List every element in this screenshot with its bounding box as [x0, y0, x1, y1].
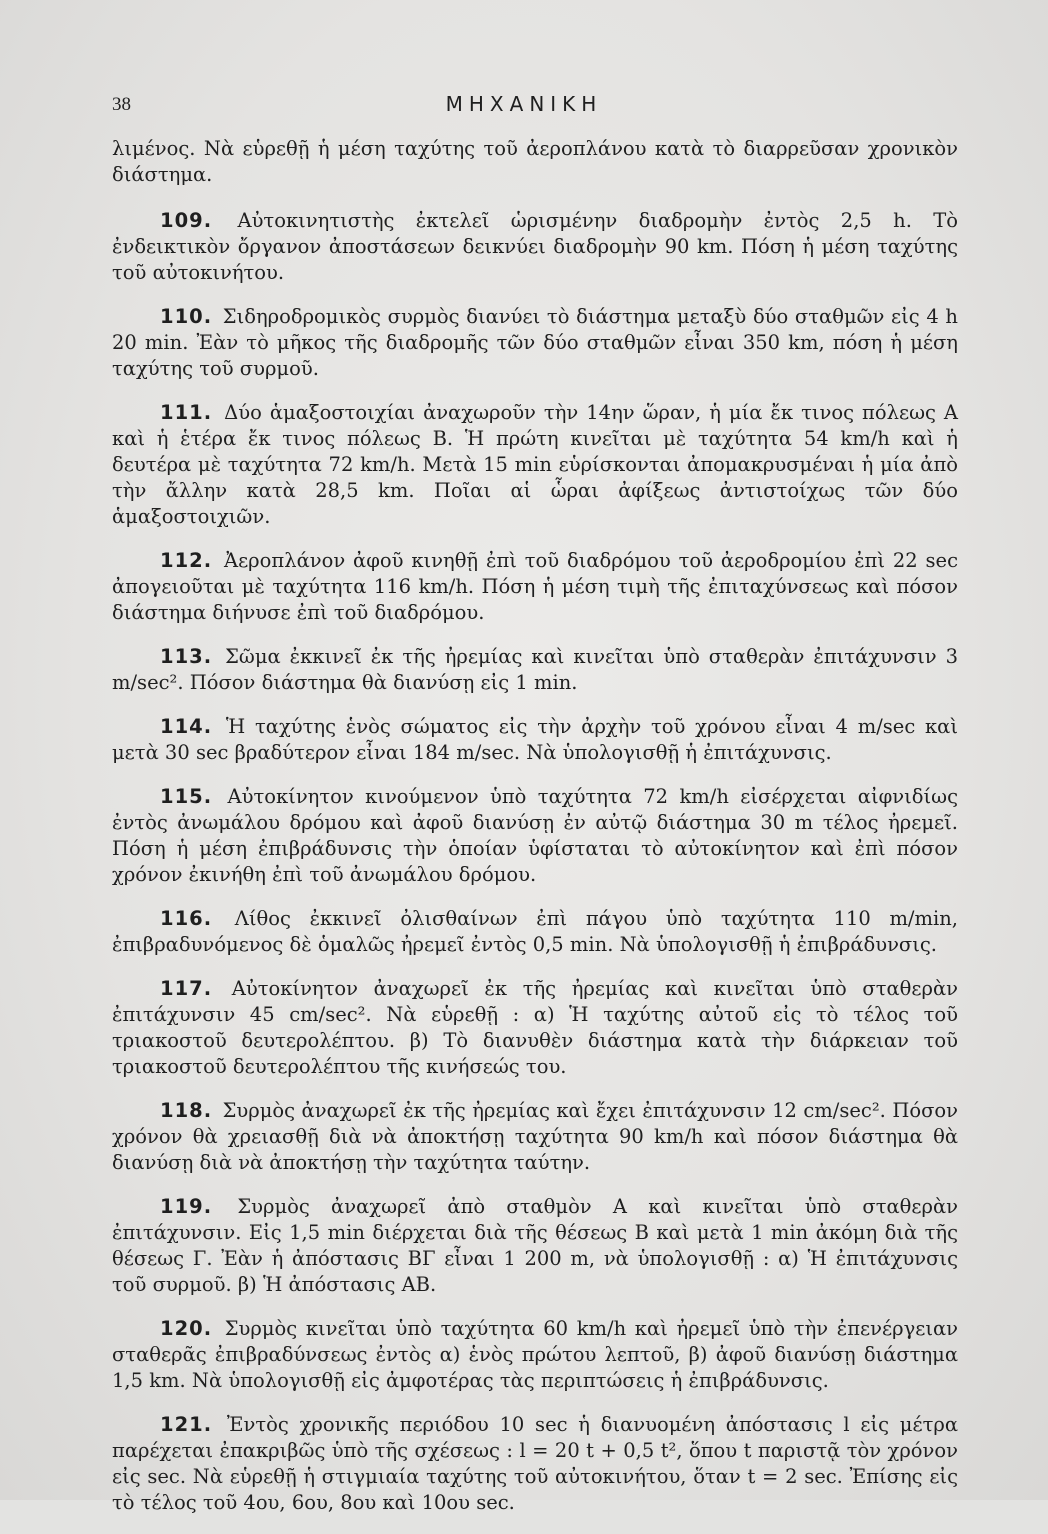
problem-number: 117. — [160, 977, 213, 1000]
problem-119 — [112, 1194, 958, 1298]
problem-text: Ἡ ταχύτης ἑνὸς σώματος εἰς τὴν ἀρχὴν τοῦ χρόνου εἶναι 4 m/sec καὶ μετὰ 30 sec βραδύτερον εἶναι 184 m/sec. Νὰ ὑπολογισθῇ ἡ ἐπιτάχυνσις. — [112, 715, 958, 764]
problem-120 — [112, 1316, 958, 1394]
problem-113 — [112, 644, 958, 696]
problem-number: 114. — [160, 715, 213, 738]
problem-111 — [112, 400, 958, 530]
problem-number: 112. — [160, 549, 213, 572]
problem-text: Λίθος ἐκκινεῖ ὀλισθαίνων ἐπὶ πάγου ὑπὸ ταχύτητα 110 m/min, ἐπιβραδυνόμενος δὲ ὁμαλῶς ἠρεμεῖ ἐντὸς 0,5 min. Νὰ ὑπολογισθῇ ἡ ἐπιβράδυνσις. — [112, 907, 958, 956]
problem-number: 110. — [160, 305, 213, 328]
problem-number: 109. — [160, 209, 213, 232]
problem-text: Δύο ἁμαξοστοιχίαι ἀναχωροῦν τὴν 14ην ὥραν, ἡ μία ἔκ τινος πόλεως Α καὶ ἡ ἑτέρα ἔκ τινος πόλεως Β. Ἡ πρώτη κινεῖται μὲ ταχύτητα 54 km/h καὶ ἡ δευτέρα μὲ ταχύτητα 72 km/h. Μετὰ 15 min εὑρίσκονται ἀπομακρυσμέναι ἡ μία ἀπὸ τὴν ἄλλην κατὰ 28,5 km. Ποῖαι αἱ ὧραι ἀφίξεως ἀντιστοίχως τῶν δύο ἁμαξοστοιχιῶν. — [112, 401, 958, 528]
problem-116 — [112, 906, 958, 958]
problem-109 — [112, 208, 958, 286]
problem-text: Ἐντὸς χρονικῆς περιόδου 10 sec ἡ διανυομένη ἀπόστασις l εἰς μέτρα παρέχεται ἐπακριβῶς ὑπὸ τῆς σχέσεως : l = 20 t + 0,5 t², ὅπου t παριστᾷ τὸν χρόνον εἰς sec. Νὰ εὑρεθῇ ἡ στιγμιαία ταχύτης τοῦ αὐτοκινήτου, ὅταν t = 2 sec. Ἐπίσης εἰς τὸ τέλος τοῦ 4ου, 6ου, 8ου καὶ 10ου sec. — [112, 1413, 959, 1514]
problem-text: Αὐτοκίνητον ἀναχωρεῖ ἐκ τῆς ἠρεμίας καὶ κινεῖται ὑπὸ σταθερὰν ἐπιτάχυνσιν 45 cm/sec². Νὰ εὑρεθῇ : α) Ἡ ταχύτης αὐτοῦ εἰς τὸ τέλος τοῦ τριακοστοῦ δευτερολέπτου. β) Τὸ διανυθὲν διάστημα κατὰ τὴν διάρκειαν τοῦ τριακοστοῦ δευτερολέπτου τῆς κινήσεώς του. — [112, 977, 959, 1078]
problem-text: Αὐτοκίνητον κινούμενον ὑπὸ ταχύτητα 72 km/h εἰσέρχεται αἰφνιδίως ἐντὸς ἀνωμάλου δρόμου καὶ ἀφοῦ διανύσῃ ἐν αὐτῷ διάστημα 30 m τέλος ἠρεμεῖ. Πόση ἡ μέση ἐπιβράδυνσις τὴν ὁποίαν ὑφίσταται τὸ αὐτοκίνητον καὶ ἐπὶ πόσον χρόνον ἐκινήθη ἐπὶ τοῦ ἀνωμάλου δρόμου. — [112, 785, 958, 886]
problem-number: 121. — [160, 1413, 213, 1436]
problem-114 — [112, 714, 958, 766]
problem-text: Σῶμα ἐκκινεῖ ἐκ τῆς ἠρεμίας καὶ κινεῖται ὑπὸ σταθερὰν ἐπιτάχυνσιν 3 m/sec². Πόσον διάστημα θὰ διανύσῃ εἰς 1 min. — [112, 645, 958, 694]
problem-121 — [112, 1412, 958, 1516]
problem-number: 118. — [160, 1099, 213, 1122]
problem-text: Ἀεροπλάνον ἀφοῦ κινηθῇ ἐπὶ τοῦ διαδρόμου τοῦ ἀεροδρομίου ἐπὶ 22 sec ἀπογειοῦται μὲ ταχύτητα 116 km/h. Πόση ἡ μέση τιμὴ τῆς ἐπιταχύνσεως καὶ πόσον διάστημα διήνυσε ἐπὶ τοῦ διαδρόμου. — [112, 549, 959, 624]
problem-text: Συρμὸς ἀναχωρεῖ ἀπὸ σταθμὸν Α καὶ κινεῖται ὑπὸ σταθερὰν ἐπιτάχυνσιν. Εἰς 1,5 min διέρχεται διὰ τῆς θέσεως Β καὶ μετὰ 1 min ἀκόμη διὰ τῆς θέσεως Γ. Ἐὰν ἡ ἀπόστασις ΒΓ εἶναι 1 200 m, νὰ ὑπολογισθῇ : α) Ἡ ἐπιτάχυνσις τοῦ συρμοῦ. β) Ἡ ἀπόστασις ΑΒ. — [112, 1195, 958, 1296]
problem-text: Συρμὸς ἀναχωρεῖ ἐκ τῆς ἠρεμίας καὶ ἔχει ἐπιτάχυνσιν 12 cm/sec². Πόσον χρόνον θὰ χρειασθῇ διὰ νὰ ἀποκτήσῃ ταχύτητα 90 km/h καὶ πόσον διάστημα θὰ διανύσῃ διὰ νὰ ἀποκτήσῃ τὴν ταχύτητα ταύτην. — [112, 1099, 959, 1174]
problem-text: Αὐτοκινητιστὴς ἐκτελεῖ ὡρισμένην διαδρομὴν ἐντὸς 2,5 h. Τὸ ἐνδεικτικὸν ὄργανον ἀποστάσεων δεικνύει διαδρομὴν 90 km. Πόση ἡ μέση ταχύτης τοῦ αὐτοκινήτου. — [112, 209, 958, 284]
problem-number: 113. — [160, 645, 213, 668]
intro-paragraph: λιμένος. Νὰ εὑρεθῇ ἡ μέση ταχύτης τοῦ ἀεροπλάνου κατὰ τὸ διαρρεῦσαν χρονικὸν διάστημα. — [112, 137, 958, 186]
problem-118 — [112, 1098, 958, 1176]
problem-110 — [112, 304, 958, 382]
problem-117 — [112, 976, 958, 1080]
page-body — [112, 136, 958, 1534]
problem-number: 116. — [160, 907, 213, 930]
problem-number: 120. — [160, 1317, 213, 1340]
problem-text: Συρμὸς κινεῖται ὑπὸ ταχύτητα 60 km/h καὶ ἠρεμεῖ ὑπὸ τὴν ἐπενέργειαν σταθερᾶς ἐπιβραδύνσεως ἐντὸς α) ἑνὸς πρώτου λεπτοῦ, β) ἀφοῦ διανύσῃ διάστημα 1,5 km. Νὰ ὑπολογισθῇ εἰς ἀμφοτέρας τὰς περιπτώσεις ἡ ἐπιβράδυνσις. — [112, 1317, 958, 1392]
problem-115 — [112, 784, 958, 888]
problem-112 — [112, 548, 958, 626]
page-number: 38 — [112, 94, 131, 115]
running-title: ΜΗΧΑΝΙΚΗ — [445, 92, 603, 116]
problem-number: 111. — [160, 401, 213, 424]
problem-text: Σιδηροδρομικὸς συρμὸς διανύει τὸ διάστημα μεταξὺ δύο σταθμῶν εἰς 4 h 20 min. Ἐὰν τὸ μῆκος τῆς διαδρομῆς τῶν δύο σταθμῶν εἶναι 350 km, πόση ἡ μέση ταχύτης τοῦ συρμοῦ. — [112, 305, 958, 380]
problem-number: 119. — [160, 1195, 213, 1218]
problem-number: 115. — [160, 785, 213, 808]
